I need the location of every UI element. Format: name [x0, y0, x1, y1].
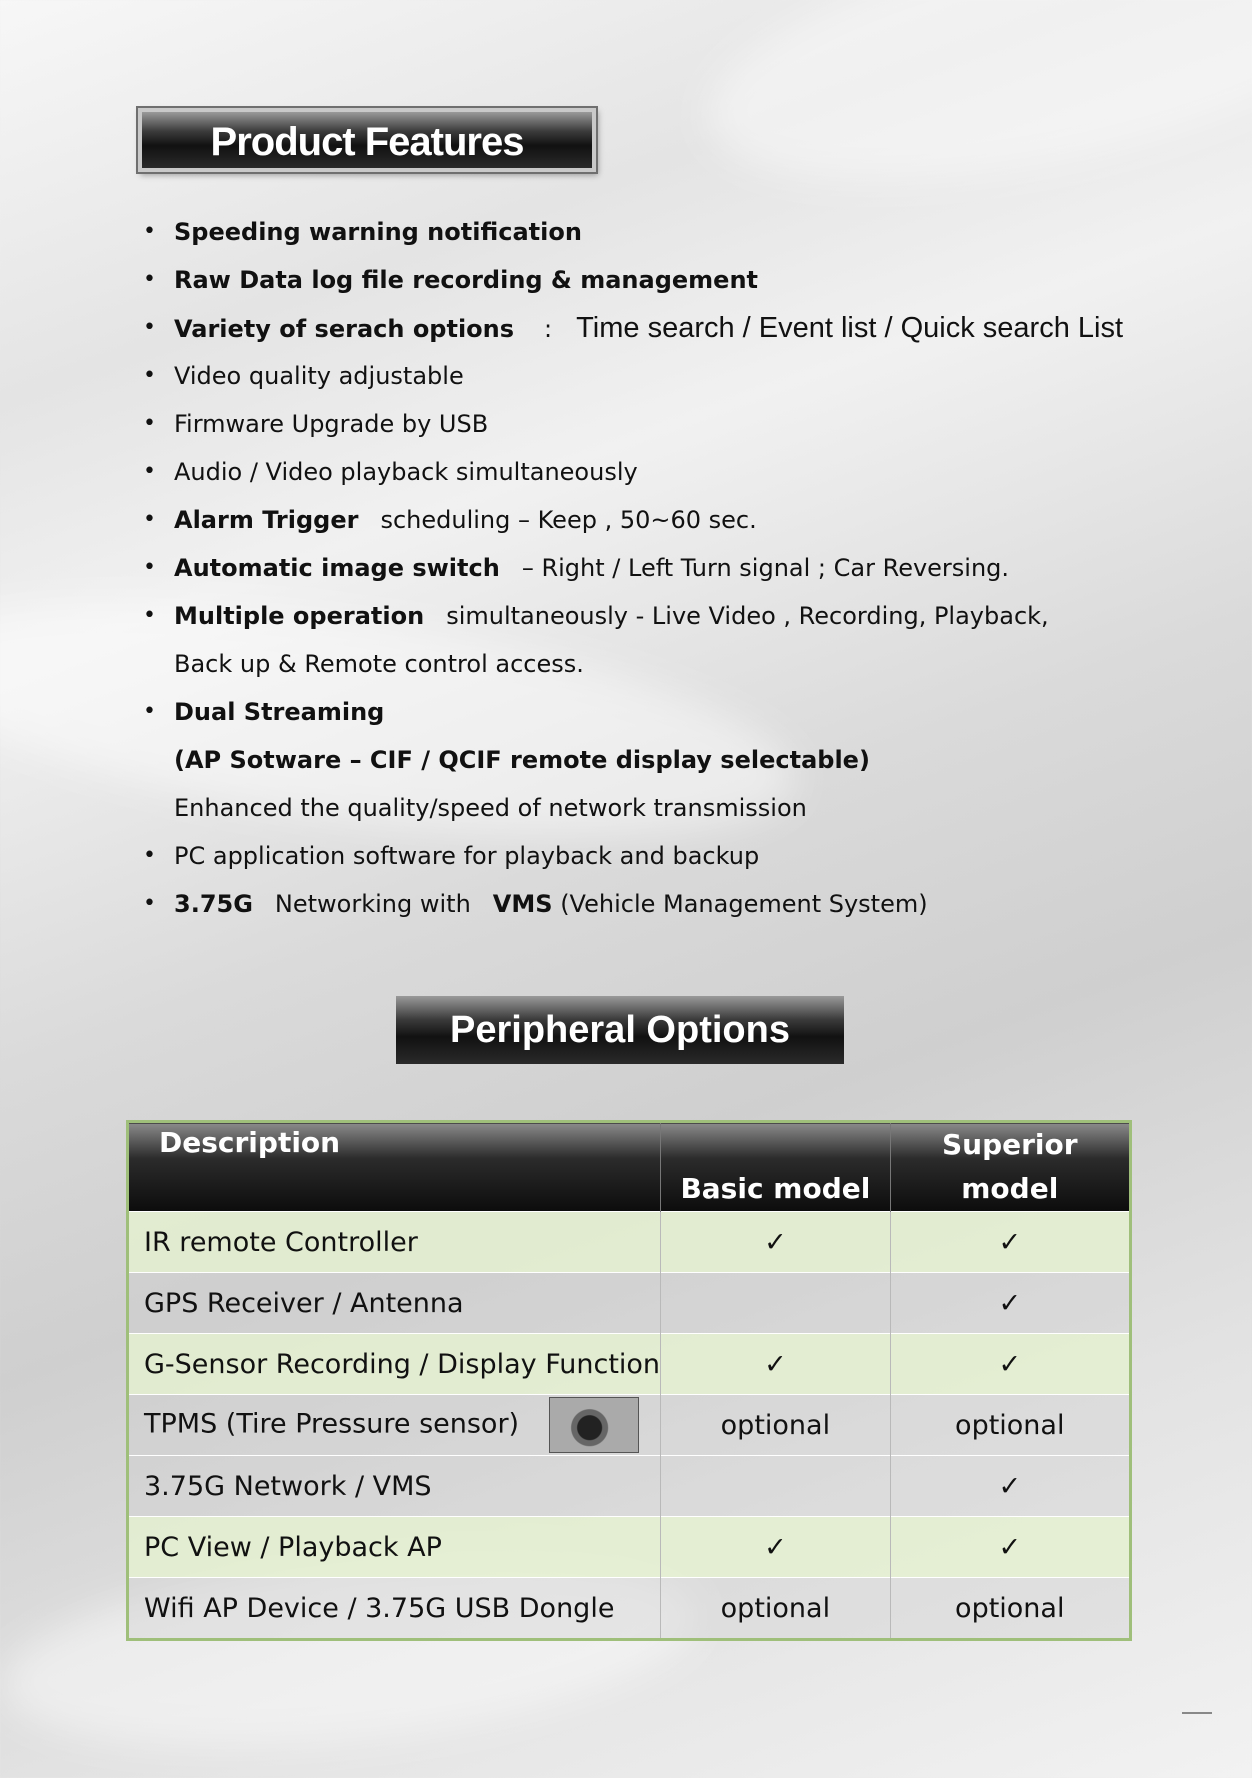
cell-basic [661, 1456, 890, 1517]
feature-detail: – Right / Left Turn signal ; Car Reversing. [521, 554, 1010, 582]
list-item [140, 208, 1190, 256]
list-item-continuation [140, 736, 1190, 784]
table-row [128, 1517, 1131, 1578]
feature-label: Speeding warning notification [174, 218, 582, 246]
feature-label: Automatic image switch [174, 554, 500, 582]
column-header-basic: Basic model [661, 1122, 890, 1212]
page-mark [1182, 1712, 1212, 1714]
list-item-continuation [140, 640, 1190, 688]
list-item [140, 880, 1190, 928]
feature-detail: Firmware Upgrade by USB [174, 410, 489, 438]
feature-label: Variety of serach options [174, 315, 515, 343]
cell-description: G-Sensor Recording / Display Function [128, 1334, 661, 1395]
product-features-heading: Product Features [138, 108, 596, 172]
feature-label: VMS [492, 890, 553, 918]
table-row [128, 1456, 1131, 1517]
feature-detail-bold: (AP Sotware – CIF / QCIF remote display selectable) [174, 746, 870, 774]
table-row [128, 1273, 1131, 1334]
peripheral-options-table [126, 1120, 1132, 1641]
cell-superior: optional [890, 1578, 1130, 1640]
feature-label: Multiple operation [174, 602, 425, 630]
feature-detail: Enhanced the quality/speed of network transmission [174, 794, 807, 822]
list-item [140, 256, 1190, 304]
table-row [128, 1212, 1131, 1273]
feature-label: Alarm Trigger [174, 506, 359, 534]
feature-detail: scheduling – Keep , 50~60 sec. [380, 506, 757, 534]
list-item [140, 400, 1190, 448]
cell-superior: ✓ [890, 1212, 1130, 1273]
table-row [128, 1395, 1131, 1456]
column-header-description: Description [128, 1122, 661, 1212]
separator: : [544, 315, 553, 343]
feature-detail: Audio / Video playback simultaneously [174, 458, 638, 486]
feature-label: Dual Streaming [174, 698, 385, 726]
cell-basic: optional [661, 1395, 890, 1456]
feature-list [140, 208, 1190, 928]
feature-detail: PC application software for playback and backup [174, 842, 760, 870]
list-item [140, 352, 1190, 400]
feature-detail: simultaneously - Live Video , Recording, Playback, [446, 602, 1049, 630]
cell-description: GPS Receiver / Antenna [128, 1273, 661, 1334]
table-row [128, 1334, 1131, 1395]
cell-description: PC View / Playback AP [128, 1517, 661, 1578]
table-header-row [128, 1122, 1131, 1212]
list-item [140, 496, 1190, 544]
cell-superior: ✓ [890, 1273, 1130, 1334]
list-item [140, 448, 1190, 496]
feature-detail: Back up & Remote control access. [174, 650, 584, 678]
cell-basic: ✓ [661, 1334, 890, 1395]
cell-basic [661, 1273, 890, 1334]
column-header-superior: Superior model [890, 1122, 1130, 1212]
cell-basic: ✓ [661, 1212, 890, 1273]
cell-superior: optional [890, 1395, 1130, 1456]
feature-detail: Video quality adjustable [174, 362, 464, 390]
list-item [140, 592, 1190, 640]
cell-superior: ✓ [890, 1456, 1130, 1517]
list-item [140, 832, 1190, 880]
cell-superior: ✓ [890, 1517, 1130, 1578]
list-item [140, 688, 1190, 736]
cell-basic: optional [661, 1578, 890, 1640]
list-item-continuation [140, 784, 1190, 832]
cell-description: 3.75G Network / VMS [128, 1456, 661, 1517]
table-row [128, 1578, 1131, 1640]
cell-description: IR remote Controller [128, 1212, 661, 1273]
cell-basic: ✓ [661, 1517, 890, 1578]
cell-description: Wifi AP Device / 3.75G USB Dongle [128, 1578, 661, 1640]
feature-label: 3.75G [174, 890, 253, 918]
peripheral-options-heading: Peripheral Options [396, 996, 844, 1064]
cell-superior: ✓ [890, 1334, 1130, 1395]
list-item [140, 304, 1190, 352]
feature-detail: Networking with [274, 890, 471, 918]
cell-description-text: TPMS (Tire Pressure sensor) [144, 1408, 520, 1440]
feature-detail: (Vehicle Management System) [560, 890, 928, 918]
list-item [140, 544, 1190, 592]
cell-description [128, 1395, 661, 1456]
feature-detail: Time search / Event list / Quick search List [576, 312, 1124, 344]
feature-label: Raw Data log file recording & management [174, 266, 759, 294]
tpms-sensor-image [549, 1397, 639, 1453]
